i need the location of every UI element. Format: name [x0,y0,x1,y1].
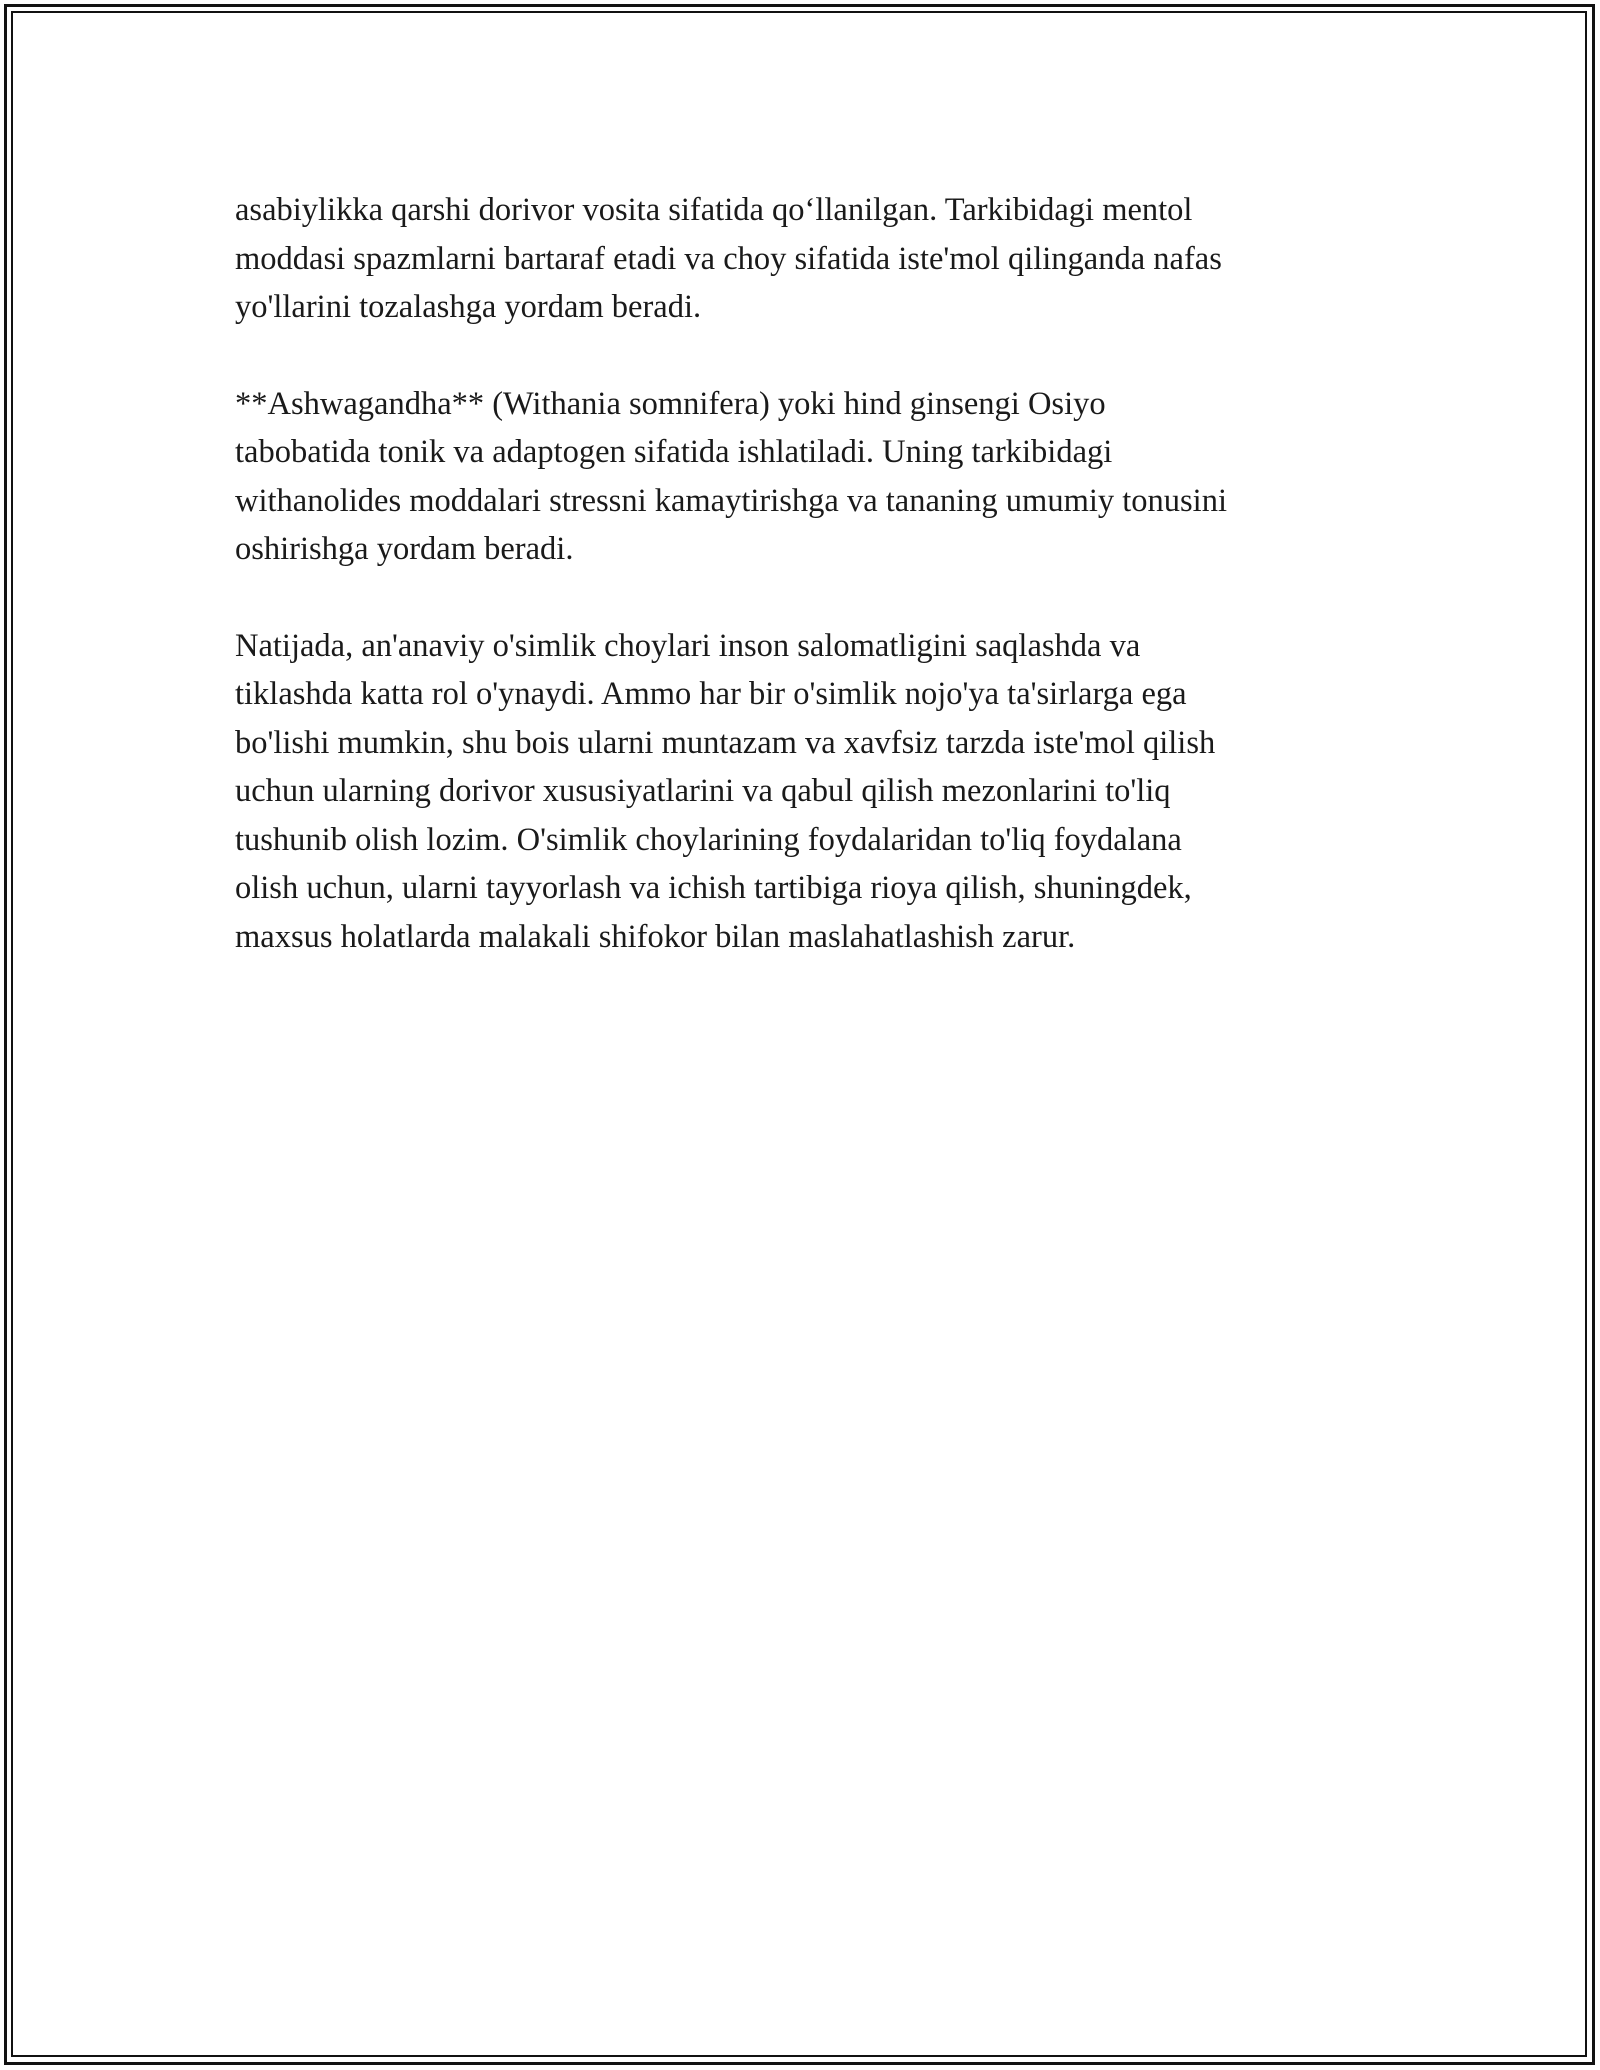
paragraph-mentol [235,186,1365,332]
paragraph-ashwagandha [235,380,1365,574]
document-body [235,186,1365,1009]
text-line: uchun ularning dorivor xususiyatlarini va qabul qilish mezonlarini to'liq [235,773,1171,809]
text-line: tabobatida tonik va adaptogen sifatida ishlatiladi. Uning tarkibidagi [235,434,1113,470]
text-line: asabiylikka qarshi dorivor vosita sifatida qo‘llanilgan. Tarkibidagi mentol [235,192,1193,228]
paragraph-conclusion [235,622,1365,962]
text-line: withanolides moddalari stressni kamaytirishga va tananing umumiy tonusini [235,482,1227,519]
text-line: Natijada, an'anaviy o'simlik choylari inson salomatligini saqlashda va [235,627,1141,664]
text-line: tushunib olish lozim. O'simlik choylarining foydalaridan to'liq foydalana [235,821,1182,858]
text-line: yo'llarini tozalashga yordam beradi. [235,289,702,325]
text-line: bo'lishi mumkin, shu bois ularni muntazam va xavfsiz tarzda iste'mol qilish [235,724,1216,761]
text-line: maxsus holatlarda malakali shifokor bilan maslahatlashish zarur. [235,918,1076,955]
text-line: olish uchun, ularni tayyorlash va ichish tartibiga rioya qilish, shuningdek, [235,870,1192,906]
text-line: oshirishga yordam beradi. [235,531,574,567]
text-line: moddasi spazmlarni bartaraf etadi va choy sifatida iste'mol qilinganda nafas [235,240,1222,277]
text-line: **Ashwagandha** (Withania somnifera) yoki hind ginsengi Osiyo [235,385,1106,422]
text-line: tiklashda katta rol o'ynaydi. Ammo har bir o'simlik nojo'ya ta'sirlarga ega [235,676,1187,712]
